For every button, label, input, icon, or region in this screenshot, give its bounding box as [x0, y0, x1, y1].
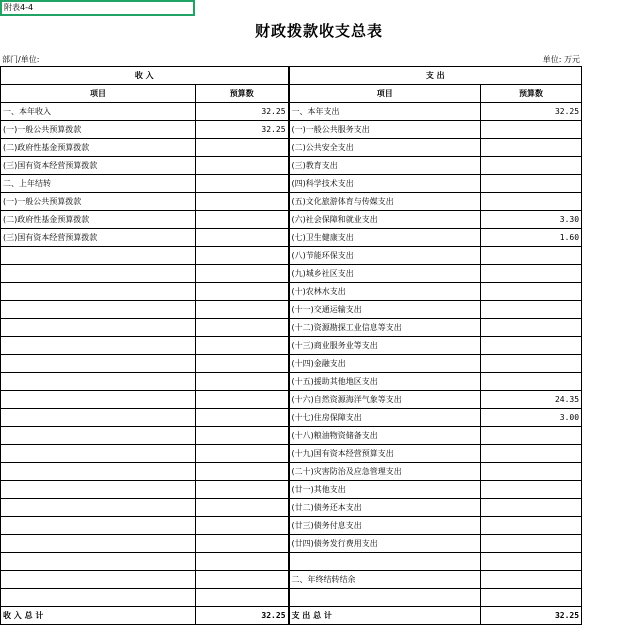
- income-header: 收 入: [1, 67, 289, 85]
- expense-value-cell[interactable]: [481, 517, 582, 535]
- expense-item-cell[interactable]: (廿四)债务发行费用支出: [289, 535, 481, 553]
- table-row: [1, 121, 582, 139]
- expense-value-cell[interactable]: [481, 121, 582, 139]
- income-value-cell[interactable]: [196, 157, 289, 175]
- income-item-cell[interactable]: [1, 355, 196, 373]
- income-total-value[interactable]: 32.25: [196, 607, 289, 625]
- expense-item-cell[interactable]: (十九)国有资本经营预算支出: [289, 445, 481, 463]
- expense-value-cell[interactable]: [481, 139, 582, 157]
- expense-value-cell[interactable]: [481, 301, 582, 319]
- expense-budget-header: 预算数: [481, 85, 582, 103]
- income-item-cell[interactable]: [1, 283, 196, 301]
- income-item-cell[interactable]: [1, 427, 196, 445]
- income-total-label[interactable]: 收 入 总 计: [1, 607, 196, 625]
- table-row: [1, 139, 582, 157]
- table-row: [1, 301, 582, 319]
- table-row: [1, 463, 582, 481]
- table-row: [1, 373, 582, 391]
- department-label: 部门/单位:: [2, 55, 40, 64]
- expense-value-cell[interactable]: [481, 535, 582, 553]
- table-row: [1, 157, 582, 175]
- income-item-cell[interactable]: [1, 463, 196, 481]
- table-row: [1, 211, 582, 229]
- expense-total-label[interactable]: 支 出 总 计: [289, 607, 481, 625]
- income-item-cell[interactable]: [1, 265, 196, 283]
- income-value-cell[interactable]: [196, 283, 289, 301]
- expense-item-cell[interactable]: (廿一)其他支出: [289, 481, 481, 499]
- expense-item-cell[interactable]: [289, 553, 481, 571]
- income-item-cell[interactable]: (三)国有资本经营预算拨款: [1, 229, 196, 247]
- income-item-cell[interactable]: [1, 391, 196, 409]
- income-item-cell[interactable]: (一)一般公共预算拨款: [1, 193, 196, 211]
- column-header-row: [1, 85, 582, 103]
- expense-item-cell[interactable]: (二十)灾害防治及应急管理支出: [289, 463, 481, 481]
- income-value-cell[interactable]: 32.25: [196, 103, 289, 121]
- income-value-cell[interactable]: [196, 481, 289, 499]
- income-item-cell[interactable]: [1, 409, 196, 427]
- expense-item-cell[interactable]: (十七)住房保障支出: [289, 409, 481, 427]
- income-item-cell[interactable]: [1, 589, 196, 607]
- income-value-cell[interactable]: [196, 193, 289, 211]
- table-row: [1, 355, 582, 373]
- expense-value-cell[interactable]: [481, 499, 582, 517]
- expense-value-cell[interactable]: [481, 157, 582, 175]
- table-row: [1, 427, 582, 445]
- income-value-cell[interactable]: [196, 553, 289, 571]
- income-value-cell[interactable]: [196, 265, 289, 283]
- income-item-cell[interactable]: (一)一般公共预算拨款: [1, 121, 196, 139]
- table-row: [1, 337, 582, 355]
- expense-value-cell[interactable]: [481, 589, 582, 607]
- income-value-cell[interactable]: [196, 211, 289, 229]
- expense-value-cell[interactable]: [481, 481, 582, 499]
- expense-value-cell[interactable]: [481, 553, 582, 571]
- table-row: [1, 229, 582, 247]
- expense-item-cell[interactable]: (十八)粮油物资储备支出: [289, 427, 481, 445]
- income-value-cell[interactable]: [196, 571, 289, 589]
- expense-item-header: 项目: [289, 85, 481, 103]
- income-value-cell[interactable]: [196, 589, 289, 607]
- expense-header: 支 出: [289, 67, 582, 85]
- sheet-tag: 附表4-4: [4, 3, 34, 12]
- expense-value-cell[interactable]: [481, 193, 582, 211]
- income-item-cell[interactable]: [1, 499, 196, 517]
- income-item-cell[interactable]: [1, 553, 196, 571]
- table-row: [1, 265, 582, 283]
- expense-item-cell[interactable]: (四)科学技术支出: [289, 175, 481, 193]
- income-item-cell[interactable]: [1, 517, 196, 535]
- income-budget-header: 预算数: [196, 85, 289, 103]
- table-row: [1, 445, 582, 463]
- expense-item-cell[interactable]: (十五)援助其他地区支出: [289, 373, 481, 391]
- expense-item-cell[interactable]: (二)公共安全支出: [289, 139, 481, 157]
- expense-value-cell[interactable]: [481, 337, 582, 355]
- expense-value-cell[interactable]: [481, 355, 582, 373]
- expense-item-cell[interactable]: (八)节能环保支出: [289, 247, 481, 265]
- expense-value-cell[interactable]: 1.60: [481, 229, 582, 247]
- table-row: [1, 175, 582, 193]
- income-item-header: 项目: [1, 85, 196, 103]
- expense-value-cell[interactable]: [481, 265, 582, 283]
- expense-value-cell[interactable]: [481, 445, 582, 463]
- income-value-cell[interactable]: [196, 319, 289, 337]
- expense-total-value[interactable]: 32.25: [481, 607, 582, 625]
- expense-item-cell[interactable]: 二、年终结转结余: [289, 571, 481, 589]
- income-value-cell[interactable]: [196, 373, 289, 391]
- income-value-cell[interactable]: [196, 427, 289, 445]
- unit-label: 单位: 万元: [542, 55, 580, 64]
- table-row: [1, 319, 582, 337]
- table-row: [1, 409, 582, 427]
- expense-item-cell[interactable]: (一)一般公共服务支出: [289, 121, 481, 139]
- section-header-row: [1, 67, 582, 85]
- expense-value-cell[interactable]: 3.00: [481, 409, 582, 427]
- table-row: [1, 283, 582, 301]
- expense-value-cell[interactable]: [481, 463, 582, 481]
- income-value-cell[interactable]: [196, 445, 289, 463]
- expense-value-cell[interactable]: [481, 319, 582, 337]
- table-row: [1, 481, 582, 499]
- income-value-cell[interactable]: [196, 409, 289, 427]
- expense-item-cell[interactable]: (十二)资源勘探工业信息等支出: [289, 319, 481, 337]
- expense-item-cell[interactable]: (六)社会保障和就业支出: [289, 211, 481, 229]
- expense-item-cell[interactable]: (五)文化旅游体育与传媒支出: [289, 193, 481, 211]
- income-value-cell[interactable]: [196, 229, 289, 247]
- expense-item-cell[interactable]: (十四)金融支出: [289, 355, 481, 373]
- income-item-cell[interactable]: [1, 247, 196, 265]
- income-value-cell[interactable]: [196, 247, 289, 265]
- income-value-cell[interactable]: [196, 535, 289, 553]
- expense-value-cell[interactable]: 3.30: [481, 211, 582, 229]
- table-row: [1, 391, 582, 409]
- expense-item-cell[interactable]: (七)卫生健康支出: [289, 229, 481, 247]
- income-item-cell[interactable]: [1, 571, 196, 589]
- income-value-cell[interactable]: [196, 517, 289, 535]
- income-item-cell[interactable]: 一、本年收入: [1, 103, 196, 121]
- expense-value-cell[interactable]: [481, 247, 582, 265]
- expense-value-cell[interactable]: [481, 175, 582, 193]
- expense-item-cell[interactable]: (十六)自然资源海洋气象等支出: [289, 391, 481, 409]
- expense-item-cell[interactable]: [289, 589, 481, 607]
- table-row: [1, 517, 582, 535]
- income-item-cell[interactable]: (二)政府性基金预算拨款: [1, 211, 196, 229]
- expense-item-cell[interactable]: (十)农林水支出: [289, 283, 481, 301]
- table-row: [1, 553, 582, 571]
- table-row: [1, 103, 582, 121]
- expense-value-cell[interactable]: [481, 427, 582, 445]
- table-row: [1, 535, 582, 553]
- expense-item-cell[interactable]: (三)教育支出: [289, 157, 481, 175]
- income-value-cell[interactable]: [196, 139, 289, 157]
- table-row: [1, 571, 582, 589]
- income-item-cell[interactable]: (三)国有资本经营预算拨款: [1, 157, 196, 175]
- expense-value-cell[interactable]: [481, 571, 582, 589]
- expense-item-cell[interactable]: (廿二)债务还本支出: [289, 499, 481, 517]
- income-item-cell[interactable]: [1, 373, 196, 391]
- expense-item-cell[interactable]: 一、本年支出: [289, 103, 481, 121]
- income-value-cell[interactable]: [196, 391, 289, 409]
- income-item-cell[interactable]: (二)政府性基金预算拨款: [1, 139, 196, 157]
- table-row: [1, 247, 582, 265]
- income-value-cell[interactable]: [196, 499, 289, 517]
- table-row: [1, 193, 582, 211]
- income-item-cell[interactable]: [1, 481, 196, 499]
- expense-item-cell[interactable]: (廿三)债务付息支出: [289, 517, 481, 535]
- expense-item-cell[interactable]: (九)城乡社区支出: [289, 265, 481, 283]
- income-value-cell[interactable]: [196, 463, 289, 481]
- expense-value-cell[interactable]: [481, 373, 582, 391]
- selected-cell[interactable]: [0, 0, 195, 16]
- income-value-cell[interactable]: [196, 301, 289, 319]
- expense-value-cell[interactable]: 32.25: [481, 103, 582, 121]
- income-value-cell[interactable]: [196, 175, 289, 193]
- income-item-cell[interactable]: 二、上年结转: [1, 175, 196, 193]
- table-row: [1, 499, 582, 517]
- income-value-cell[interactable]: [196, 337, 289, 355]
- expense-value-cell[interactable]: [481, 283, 582, 301]
- income-item-cell[interactable]: [1, 337, 196, 355]
- income-item-cell[interactable]: [1, 445, 196, 463]
- income-item-cell[interactable]: [1, 319, 196, 337]
- income-value-cell[interactable]: [196, 355, 289, 373]
- total-row: [1, 607, 582, 625]
- expense-item-cell[interactable]: (十三)商业服务业等支出: [289, 337, 481, 355]
- income-value-cell[interactable]: 32.25: [196, 121, 289, 139]
- expense-item-cell[interactable]: (十一)交通运输支出: [289, 301, 481, 319]
- income-item-cell[interactable]: [1, 301, 196, 319]
- income-item-cell[interactable]: [1, 535, 196, 553]
- budget-table: [0, 66, 582, 625]
- page-title: 财政拨款收支总表: [254, 22, 383, 40]
- expense-value-cell[interactable]: 24.35: [481, 391, 582, 409]
- table-row: [1, 589, 582, 607]
